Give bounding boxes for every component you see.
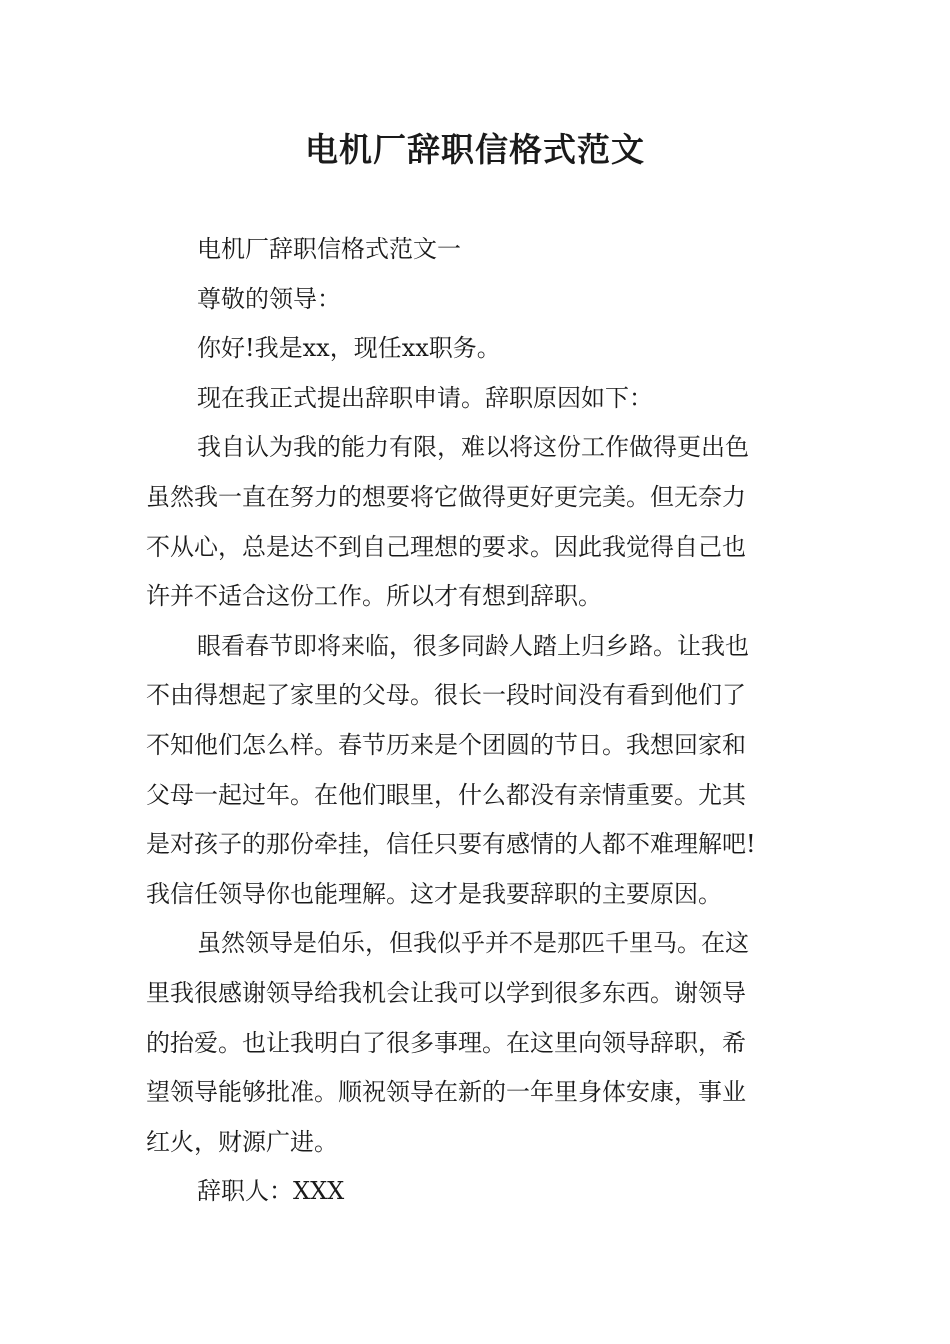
paragraph-2-line-6: 我信任领导你也能理解。这才是我要辞职的主要原因。: [146, 879, 722, 908]
document-title: 电机厂辞职信格式范文: [305, 130, 645, 169]
paragraph-3-line-2: 里我很感谢领导给我机会让我可以学到很多东西。谢领导: [146, 978, 746, 1007]
paragraph-1-line-1: 我自认为我的能力有限，难以将这份工作做得更出色: [197, 433, 749, 462]
paragraph-2-line-2: 不由得想起了家里的父母。很长一段时间没有看到他们了: [146, 681, 746, 710]
paragraph-2-line-5: 是对孩子的那份牵挂，信任只要有感情的人都不难理解吧!: [146, 830, 756, 859]
intro-line: 现在我正式提出辞职申请。辞职原因如下：: [197, 383, 653, 412]
paragraph-2-line-1: 眼看春节即将来临，很多同龄人踏上归乡路。让我也: [197, 631, 749, 660]
paragraph-1-line-4: 许并不适合这份工作。所以才有想到辞职。: [146, 582, 602, 611]
paragraph-1-line-3: 不从心，总是达不到自己理想的要求。因此我觉得自己也: [146, 532, 746, 561]
salutation: 尊敬的领导：: [197, 284, 341, 313]
paragraph-3-line-3: 的抬爱。也让我明白了很多事理。在这里向领导辞职，希: [146, 1028, 746, 1057]
paragraph-2-line-3: 不知他们怎么样。春节历来是个团圆的节日。我想回家和: [146, 730, 746, 759]
paragraph-3-line-5: 红火，财源广进。: [146, 1127, 338, 1156]
signature-line: 辞职人：XXX: [197, 1177, 345, 1206]
section-heading: 电机厂辞职信格式范文一: [197, 235, 461, 263]
paragraph-1-line-2: 虽然我一直在努力的想要将它做得更好更完美。但无奈力: [146, 482, 746, 511]
paragraph-3-line-4: 望领导能够批准。顺祝领导在新的一年里身体安康，事业: [146, 1078, 746, 1107]
greeting-line: 你好!我是xx，现任xx职务。: [197, 334, 501, 363]
paragraph-3-line-1: 虽然领导是伯乐，但我似乎并不是那匹千里马。在这: [197, 929, 749, 958]
paragraph-2-line-4: 父母一起过年。在他们眼里，什么都没有亲情重要。尤其: [146, 780, 746, 809]
document-body: [146, 225, 816, 1217]
